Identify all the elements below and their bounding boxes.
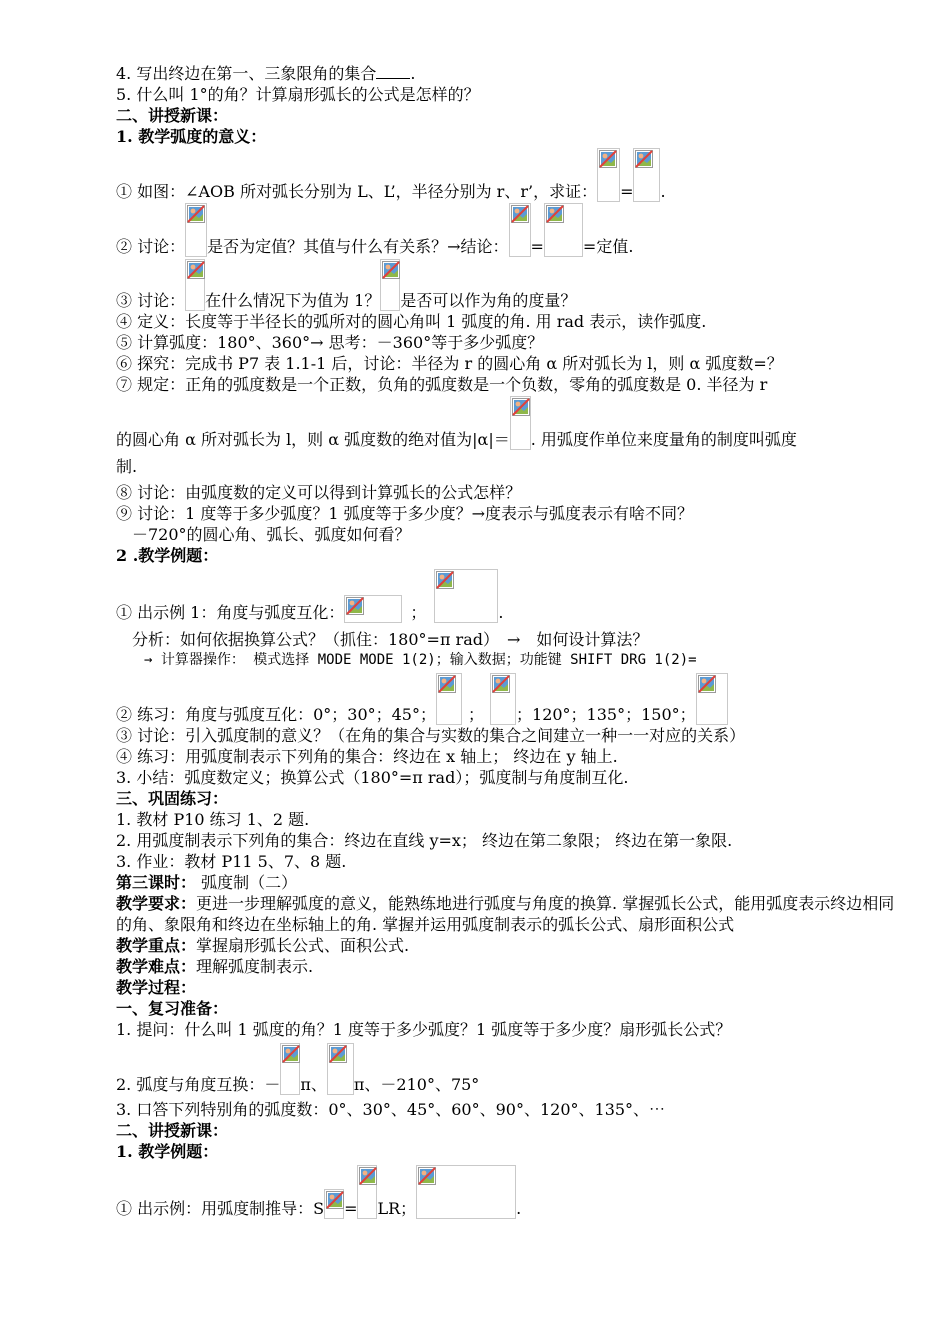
broken-image-icon [418,1167,436,1185]
text: ； [410,603,427,622]
formula-image-icon [185,203,207,257]
formula-image-icon [185,259,205,311]
text: ； [468,705,485,724]
text: 的圆心角 α 所对弧长为 l，则 α 弧度数的绝对值为|α|＝ [116,430,510,449]
text: LR； [377,1199,417,1218]
formula-image-icon [509,203,531,257]
text: ；120°；135°；150°； [516,705,696,724]
discussion: ③ 讨论：引入弧度制的意义？（在角的集合与实数的集合之间建立一种一一对应的关系） [116,726,746,745]
text: 在什么情况下为值为 1？ [205,291,381,310]
text: ① 如图：∠AOB 所对弧长分别为 L、L’，半径分别为 r、r’，求证： [116,182,598,201]
formula-image-icon [597,148,620,202]
text: 教学重点： [116,936,197,955]
text: 掌握扇形弧长公式、面积公式. [196,936,410,955]
section-heading: 一、复习准备： [116,999,229,1018]
practice-1: 1. 教材 P10 练习 1、2 题. [116,810,310,829]
text: ② 讨论： [116,237,186,256]
formula-image-icon [434,569,498,623]
calculator-steps: → 计算器操作： 模式选择 MODE MODE 1(2)；输入数据；功能键 SHIFT DRG 1(2)= [144,652,697,668]
formula-image-icon [696,673,728,725]
text: 弧度制（二） [196,873,298,892]
broken-image-icon [326,1191,344,1209]
text: 教学要求： [116,894,197,913]
text: ① 出示例：用弧度制推导：S [116,1199,325,1218]
text: = [344,1199,358,1218]
formula-image-icon [633,148,660,202]
broken-image-icon [359,1167,377,1185]
text: 是否为定值？其值与什么有关系？→结论： [207,237,509,256]
exercise-2: ④ 练习：用弧度制表示下列角的集合：终边在 x 轴上； 终边在 y 轴上. [116,747,618,766]
formula-image-icon [544,203,583,257]
broken-image-icon [546,205,564,223]
text: . 用弧度作单位来度量角的制度叫弧度 [530,430,797,449]
formula-image-icon [436,673,462,725]
broken-image-icon [635,150,653,168]
formula-image-icon [324,1189,344,1219]
text: ② 练习：角度与弧度互化：0°；30°；45°； [116,705,436,724]
formula-image-icon [510,396,531,450]
formula-image-icon [357,1165,377,1219]
text: 理解弧度制表示. [196,957,314,976]
formula-image-icon [344,595,402,623]
exercise-1 [116,671,916,725]
formula-image-icon [380,259,400,311]
broken-image-icon [438,675,456,693]
review-q4 [116,62,916,84]
item-3 [116,257,916,311]
teaching-requirements [116,893,909,935]
item-8: ⑧ 讨论：由弧度数的定义可以得到计算弧长的公式怎样？ [116,483,522,502]
review-2 [116,1040,916,1095]
text: = [530,237,544,256]
text: 教学难点： [116,957,197,976]
broken-image-icon [599,150,617,168]
formula-image-icon [490,673,516,725]
text: = [620,182,634,201]
example-2 [116,1162,916,1219]
text: =定值. [582,237,634,256]
broken-image-icon [698,675,716,693]
formula-image-icon [416,1165,516,1219]
section-heading: 三、巩固练习： [116,789,229,808]
broken-image-icon [187,261,205,279]
broken-image-icon [512,398,530,416]
item-5: ⑤ 计算弧度：180°、360°→ 思考：－360°等于多少弧度？ [116,333,544,352]
section-heading: 二、讲授新课： [116,106,229,125]
broken-image-icon [492,675,510,693]
item-4: ④ 定义：长度等于半径长的弧所对的圆心角叫 1 弧度的角. 用 rad 表示，读作弧度. [116,312,707,331]
text: . [516,1199,522,1218]
text: 是否可以作为角的度量？ [400,291,577,310]
item-9-cont: －720°的圆心角、弧长、弧度如何看？ [116,525,411,544]
broken-image-icon [282,1045,300,1063]
text: 更进一步理解弧度的意义，能熟练地进行弧度与角度的换算. 掌握弧长公式，能用弧度表示终边相同的角、象限角和终边在坐标轴上的角. 掌握并运用弧度制表示的弧长公式、扇形面积公式 [116,894,895,934]
item-2 [116,202,916,257]
item-6: ⑥ 探究：完成书 P7 表 1.1-1 后，讨论：半径为 r 的圆心角 α 所对弧长为 l，则 α 弧度数=？ [116,354,783,373]
broken-image-icon [187,205,205,223]
review-1: 1. 提问：什么叫 1 弧度的角？1 度等于多少弧度？1 弧度等于多少度？扇形弧长公式？ [116,1020,732,1039]
text: π、 [300,1075,327,1094]
broken-image-icon [436,571,454,589]
text: π、－210°、75° [353,1075,480,1094]
item-7-cont [116,395,916,450]
broken-image-icon [382,261,400,279]
analysis: 分析：如何依据换算公式？（抓住：180°=π rad） → 如何设计算法？ [132,630,649,649]
item-9: ⑨ 讨论：1 度等于多少弧度？1 弧度等于多少度？→度表示与弧度表示有啥不同？ [116,504,694,523]
text: . [498,603,504,622]
text: ③ 讨论： [116,291,186,310]
document-page [116,62,916,1219]
formula-image-icon [327,1043,354,1095]
section-heading: 二、讲授新课： [116,1121,229,1140]
item-1 [116,147,916,202]
section-heading: 教学过程： [116,978,197,997]
subsection-heading: 1. 教学例题： [116,1142,219,1161]
broken-image-icon [511,205,529,223]
summary: 3. 小结：弧度数定义；换算公式（180°=π rad）；弧度制与角度制互化. [116,768,629,787]
review-q5: 5. 什么叫 1°的角？计算扇形弧长的公式是怎样的？ [116,85,480,104]
broken-image-icon [329,1045,347,1063]
item-7-end: 制. [116,457,138,476]
teaching-key-points [116,935,916,956]
formula-image-icon [280,1043,300,1095]
text: ① 出示例 1：角度与弧度互化： [116,603,345,622]
text: 2. 弧度与角度互换：－ [116,1075,281,1094]
example-1 [116,566,916,623]
text: 4. 写出终边在第一、三象限角的集合 [116,64,377,83]
item-7: ⑦ 规定：正角的弧度数是一个正数，负角的弧度数是一个负数，零角的弧度数是 0. 半径为 r [116,375,768,394]
practice-2: 2. 用弧度制表示下列角的集合：终边在直线 y=x； 终边在第二象限； 终边在第一象限. [116,831,733,850]
text: . [410,64,416,83]
broken-image-icon [346,597,364,615]
lesson-title [116,872,916,893]
review-3: 3. 口答下列特别角的弧度数：0°、30°、45°、60°、90°、120°、135°、⋯ [116,1100,666,1119]
subsection-heading: 1. 教学弧度的意义： [116,127,267,146]
teaching-difficulties [116,956,916,977]
fill-blank [376,62,410,79]
subsection-heading: 2 .教学例题： [116,546,219,565]
text: 第三课时： [116,873,197,892]
practice-3: 3. 作业：教材 P11 5、7、8 题. [116,852,347,871]
text: . [660,182,666,201]
